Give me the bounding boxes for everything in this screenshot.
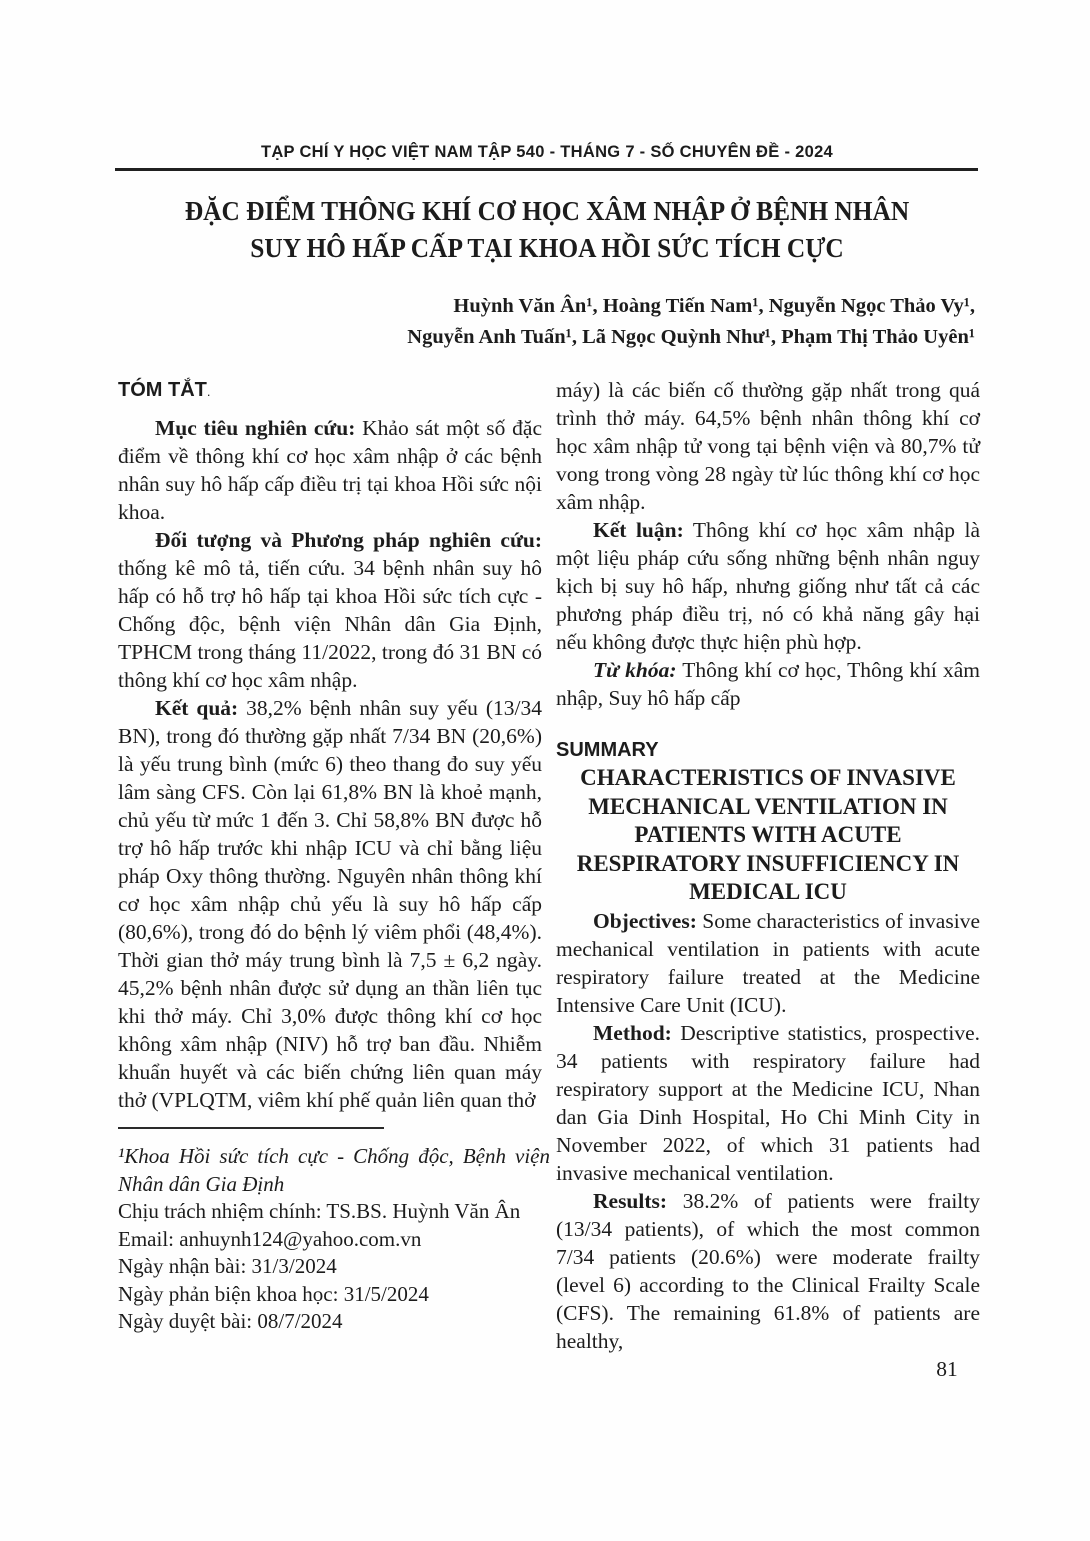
author-line-2: Nguyễn Anh Tuấn¹, Lã Ngọc Quỳnh Như¹, Phạm Thị Thảo Uyên¹	[407, 326, 975, 348]
paragraph-text: 38.2% of patients were frailty (13/34 patients), of which the most common 7/34 patients (20.6%) were moderate frailty (level 6) according to the Clinical Frailty Scale (CFS). The remaining 61.8% of patients are healthy,	[556, 1188, 980, 1353]
footnote-rule	[118, 1127, 384, 1129]
footnote-correspondence: Chịu trách nhiệm chính: TS.BS. Huỳnh Văn Ân	[118, 1199, 521, 1223]
paragraph-text: Khảo sát một số đặc điểm về thông khí cơ học xâm nhập ở các bệnh nhân suy hô hấp cấp điều trị tại khoa Hồi sức nội khoa.	[118, 416, 542, 524]
summary-paragraph-results	[556, 1187, 980, 1355]
paragraph-label: Objectives:	[593, 908, 697, 933]
footnote-received-date: Ngày nhận bài: 31/3/2024	[118, 1254, 337, 1278]
abstract-continuation: máy) là các biến cố thường gặp nhất trong quá trình thở máy. 64,5% bệnh nhân thông khí cơ học xâm nhập tử vong tại bệnh viện và 80,7% tử vong trong vòng 28 ngày từ lúc thông khí cơ học xâm nhập.	[556, 378, 980, 514]
journal-header	[117, 143, 977, 162]
keywords-label: Từ khóa:	[593, 658, 677, 682]
author-line-1: Huỳnh Văn Ân¹, Hoàng Tiến Nam¹, Nguyễn Ngọc Thảo Vy¹,	[453, 295, 975, 317]
paragraph-label: Results:	[593, 1188, 668, 1213]
article-title-line-1: ĐẶC ĐIỂM THÔNG KHÍ CƠ HỌC XÂM NHẬP Ở BỆNH NHÂN	[184, 196, 910, 226]
english-title-line-2: MECHANICAL VENTILATION IN	[588, 793, 948, 819]
summary-heading: SUMMARY	[556, 739, 659, 761]
footnote-affiliation: ¹Khoa Hồi sức tích cực - Chống độc, Bệnh viện Nhân dân Gia Định	[118, 1144, 550, 1196]
footnote-reviewed-date: Ngày phản biện khoa học: 31/5/2024	[118, 1281, 429, 1306]
page-number: 81	[936, 1357, 958, 1381]
author-list	[117, 291, 975, 353]
paragraph-label: Kết quả:	[155, 696, 239, 720]
footnote-email: Email: anhuynh124@yahoo.com.vn	[118, 1226, 422, 1251]
keywords-text: Thông khí cơ học, Thông khí xâm nhập, Suy hô hấp cấp	[556, 658, 980, 710]
english-title-line-4: RESPIRATORY INSUFFICIENCY IN	[576, 850, 960, 876]
paragraph-label: Mục tiêu nghiên cứu:	[155, 416, 356, 440]
abstract-paragraph-methods	[118, 526, 542, 694]
summary-paragraph-objectives	[556, 907, 980, 1019]
english-title-line-3: PATIENTS WITH ACUTE	[634, 822, 902, 847]
footnote-accepted-date: Ngày duyệt bài: 08/7/2024	[118, 1309, 343, 1333]
abstract-paragraph-results	[118, 694, 542, 1114]
keywords-paragraph	[556, 656, 980, 712]
abstract-paragraph-objectives	[118, 414, 542, 526]
conclusion-paragraph	[556, 516, 980, 656]
paragraph-text: Some characteristics of invasive mechanical ventilation in patients with acute respiratory failure treated at the Medicine Intensive Care Unit (ICU).	[556, 908, 980, 1017]
english-title-line-5: MEDICAL ICU	[689, 879, 847, 904]
abstract-heading	[118, 376, 542, 406]
summary-paragraph-method	[556, 1019, 980, 1187]
journal-header-text: TẠP CHÍ Y HỌC VIỆT NAM TẬP 540 - THÁNG 7 - SỐ CHUYÊN ĐỀ - 2024	[260, 143, 834, 161]
header-rule	[115, 168, 978, 171]
article-title	[117, 193, 977, 267]
abstract-heading-text: TÓM TẮT	[118, 379, 207, 401]
abstract-column	[118, 376, 542, 1116]
paragraph-text: 38,2% bệnh nhân suy yếu (13/34 BN), trong đó thường gặp nhất 7/34 BN (20,6%) là yếu trung bình (mức 6) theo thang đo suy yếu lâm sàng CFS. Còn lại 61,8% BN là khoẻ mạnh, chủ yếu từ mức 1 đến 3. Chỉ 58,8% BN được hỗ trợ hô hấp trước khi nhập ICU và chỉ bằng liệu pháp Oxy thông thường. Nguyên nhân thông khí cơ học xâm nhập chủ yếu là suy hô hấp cấp (80,6%), trong đó do bệnh lý viêm phổi (48,4%). Thời gian thở máy trung bình là 7,5 ± 6,2 ngày. 45,2% bệnh nhân được sử dụng an thần liên tục khi thở máy. Chỉ 3,0% được thông khí cơ học không xâm nhập (NIV) hỗ trợ ban đầu. Nhiễm khuẩn huyết và các biến chứng liên quan máy thở (VPLQTM, viêm khí phế quản liên quan thở	[118, 696, 542, 1112]
paragraph-label: Đối tượng và Phương pháp nghiên cứu:	[155, 528, 542, 552]
paragraph-text: Descriptive statistics, prospective. 34 patients with respiratory failure had respiratory support at the Medicine ICU, Nhan dan Gia Dinh Hospital, Ho Chi Minh City in November 2022, of which 31 patients had invasive mechanical ventilation.	[556, 1020, 980, 1185]
paragraph-label: Kết luận:	[593, 518, 684, 542]
paragraph-text: thống kê mô tả, tiến cứu. 34 bệnh nhân suy hô hấp có hỗ trợ hô hấp tại khoa Hồi sức tích cực - Chống độc, bệnh viện Nhân dân Gia Định, TPHCM trong tháng 11/2022, trong đó 31 BN có thông khí cơ học xâm nhập.	[118, 556, 542, 692]
paragraph-text: Thông khí cơ học xâm nhập là một liệu pháp cứu sống những bệnh nhân nguy kịch bị suy hô hấp, nhưng giống như tất cả các phương pháp điều trị, nó có khả năng gây hại nếu không được thực hiện phù hợp.	[556, 518, 980, 654]
english-title	[556, 764, 980, 907]
abstract-heading-dot: .	[206, 384, 211, 399]
english-title-line-1: CHARACTERISTICS OF INVASIVE	[580, 765, 956, 790]
right-column	[556, 376, 980, 1355]
article-title-line-2: SUY HÔ HẤP CẤP TẠI KHOA HỒI SỨC TÍCH CỰC	[250, 233, 844, 263]
paragraph-label: Method:	[593, 1020, 672, 1045]
footnote	[118, 1127, 550, 1336]
